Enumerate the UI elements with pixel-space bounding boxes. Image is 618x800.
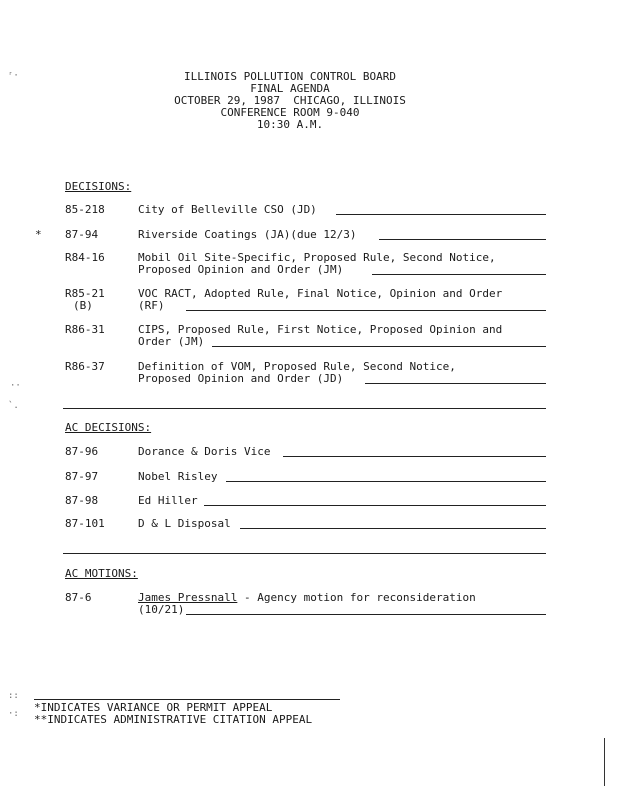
section-divider [63,408,546,409]
signature-line [186,614,546,615]
signature-line [283,456,546,457]
case-title-cont: Order (JM) [138,335,205,348]
case-title: Dorance & Doris Vice [138,445,271,458]
signature-line [365,383,546,384]
footer-rule [34,699,340,700]
decisions-heading: DECISIONS: [65,180,132,193]
case-title-cont: (RF) [138,299,165,312]
case-number: 87-97 [65,470,99,483]
case-number: R86-37 [65,360,105,373]
motion-text [138,592,476,604]
case-subpart: (B) [73,299,93,312]
ac-motions-heading: AC MOTIONS: [65,567,138,580]
appeal-marker: * [35,228,42,241]
case-number: 87-101 [65,517,105,530]
case-number: 87-96 [65,445,99,458]
case-title-cont: Proposed Opinion and Order (JD) [138,372,344,385]
case-title: Definition of VOM, Proposed Rule, Second Notice, [138,360,456,373]
footer-note-variance: *INDICATES VARIANCE OR PERMIT APPEAL [34,701,273,714]
case-title: Nobel Risley [138,470,218,483]
footer-note-citation: **INDICATES ADMINISTRATIVE CITATION APPEAL [34,713,313,726]
case-number: 87-6 [65,591,92,604]
case-number: 87-98 [65,494,99,507]
case-title: D & L Disposal [138,517,231,530]
header-time: 10:30 A.M. [256,118,324,131]
ac-decisions-heading: AC DECISIONS: [65,421,152,434]
motion-description: - Agency motion for reconsideration [237,591,476,604]
motion-date: (10/21) [138,603,185,616]
signature-line [379,239,546,240]
case-number: R85-21 [65,287,105,300]
scan-speck: ʳ· [8,71,19,81]
case-title: City of Belleville CSO (JD) [138,203,317,216]
header-org: ILLINOIS POLLUTION CONTROL BOARD [184,70,396,83]
scan-speck: ·: [8,709,19,719]
section-divider [63,553,546,554]
signature-line [212,346,546,347]
scan-speck: ·· [10,381,21,391]
case-number: 87-94 [65,228,99,241]
case-title: Mobil Oil Site-Specific, Proposed Rule, Second Notice, [138,251,496,264]
case-title: CIPS, Proposed Rule, First Notice, Proposed Opinion and [138,323,503,336]
signature-line [240,528,546,529]
signature-line [186,310,546,311]
motion-party: James Pressnall [138,591,238,604]
header-date-place: OCTOBER 29, 1987 CHICAGO, ILLINOIS [174,94,406,107]
signature-line [336,214,546,215]
scan-speck: :: [8,691,19,701]
case-title: VOC RACT, Adopted Rule, Final Notice, Opinion and Order [138,287,503,300]
header-room: CONFERENCE ROOM 9-040 [220,106,360,119]
scan-speck: `. [8,401,19,411]
case-title: Ed Hiller [138,494,198,507]
signature-line [226,481,546,482]
signature-line [204,505,546,506]
case-title: Riverside Coatings (JA)(due 12/3) [138,228,357,241]
scan-edge-line [604,738,605,786]
header-doc-type: FINAL AGENDA [250,82,330,95]
signature-line [372,274,546,275]
case-title-cont: Proposed Opinion and Order (JM) [138,263,344,276]
case-number: R84-16 [65,251,105,264]
case-number: 85-218 [65,203,105,216]
case-number: R86-31 [65,323,105,336]
